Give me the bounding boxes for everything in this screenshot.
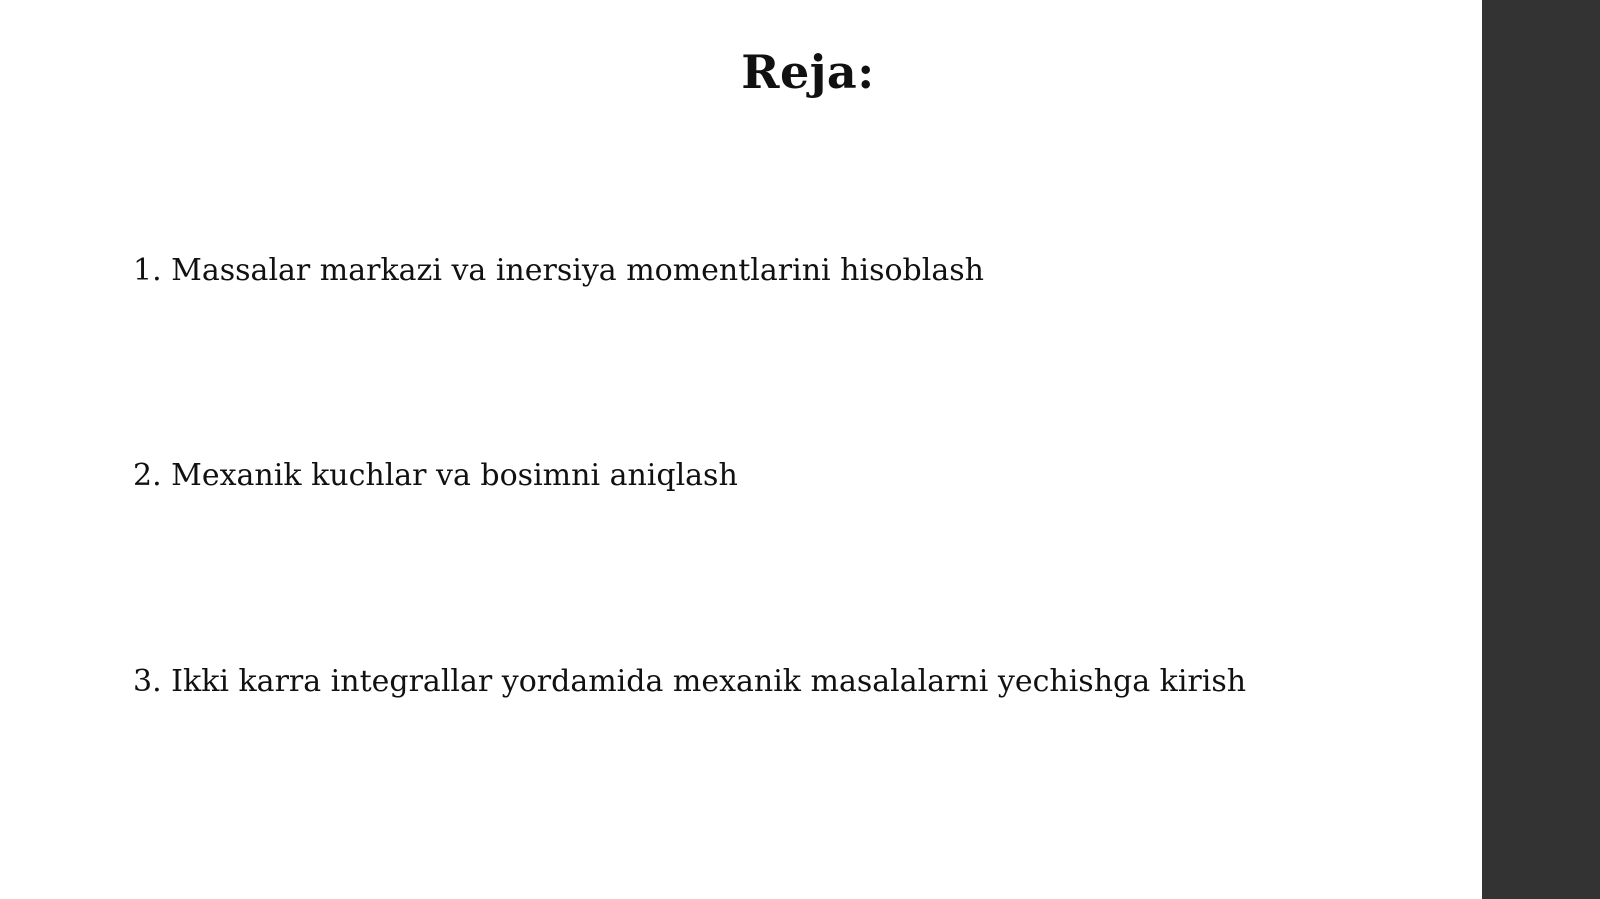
side-panel	[1482, 0, 1600, 899]
plan-item-3: 3. Ikki karra integrallar yordamida mexanik masalalarni yechishga kirish	[133, 664, 1247, 699]
plan-item-2: 2. Mexanik kuchlar va bosimni aniqlash	[133, 458, 738, 493]
slide-title: Reja:	[741, 45, 875, 99]
plan-item-1: 1. Massalar markazi va inersiya momentlarini hisoblash	[133, 253, 984, 288]
